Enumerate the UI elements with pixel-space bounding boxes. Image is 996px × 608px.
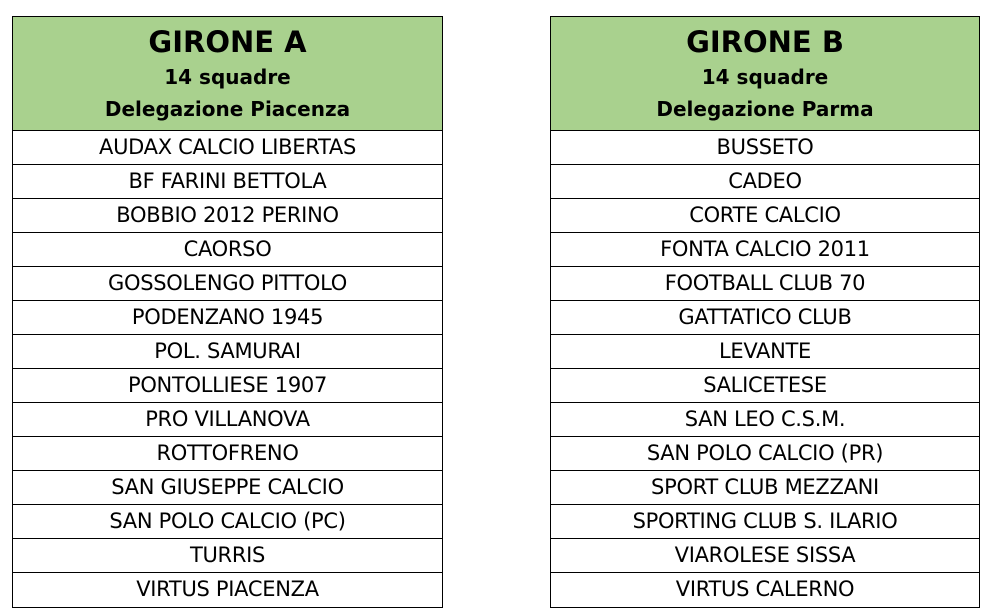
group-a-team-count: 14 squadre: [164, 65, 291, 89]
team-row: GOSSOLENGO PITTOLO: [13, 267, 442, 301]
team-row: SPORT CLUB MEZZANI: [551, 471, 979, 505]
team-row: SPORTING CLUB S. ILARIO: [551, 505, 979, 539]
team-row: SAN POLO CALCIO (PC): [13, 505, 442, 539]
team-row: AUDAX CALCIO LIBERTAS: [13, 131, 442, 165]
team-row: VIRTUS PIACENZA: [136, 577, 319, 601]
team-row: ROTTOFRENO: [13, 437, 442, 471]
team-row: SALICETESE: [551, 369, 979, 403]
team-row: SAN GIUSEPPE CALCIO: [13, 471, 442, 505]
team-row: SAN POLO CALCIO (PR): [551, 437, 979, 471]
team-row: SAN LEO C.S.M.: [551, 403, 979, 437]
team-row: FOOTBALL CLUB 70: [551, 267, 979, 301]
group-a-team-list: [13, 131, 442, 607]
team-row: TURRIS: [13, 539, 442, 573]
team-row: PODENZANO 1945: [13, 301, 442, 335]
team-row: CAORSO: [13, 233, 442, 267]
group-b-team-list: [551, 131, 979, 607]
team-row: CORTE CALCIO: [551, 199, 979, 233]
team-row: GATTATICO CLUB: [551, 301, 979, 335]
group-b-title: GIRONE B: [686, 25, 844, 59]
team-row: VIRTUS CALERNO: [675, 577, 855, 601]
team-row: PONTOLLIESE 1907: [13, 369, 442, 403]
group-a-title: GIRONE A: [148, 25, 307, 59]
group-a-header: [13, 17, 442, 131]
team-row: PRO VILLANOVA: [13, 403, 442, 437]
group-b-table: [550, 16, 980, 608]
team-row: FONTA CALCIO 2011: [551, 233, 979, 267]
group-b-header: [551, 17, 979, 131]
team-row: BOBBIO 2012 PERINO: [13, 199, 442, 233]
group-a-table: [12, 16, 443, 608]
team-row: POL. SAMURAI: [13, 335, 442, 369]
team-row: LEVANTE: [551, 335, 979, 369]
group-b-delegation: Delegazione Parma: [656, 97, 874, 121]
team-row: VIAROLESE SISSA: [551, 539, 979, 573]
team-row: BUSSETO: [551, 131, 979, 165]
team-row: BF FARINI BETTOLA: [13, 165, 442, 199]
group-a-delegation: Delegazione Piacenza: [104, 97, 351, 121]
group-b-team-count: 14 squadre: [701, 65, 829, 89]
team-row: CADEO: [551, 165, 979, 199]
